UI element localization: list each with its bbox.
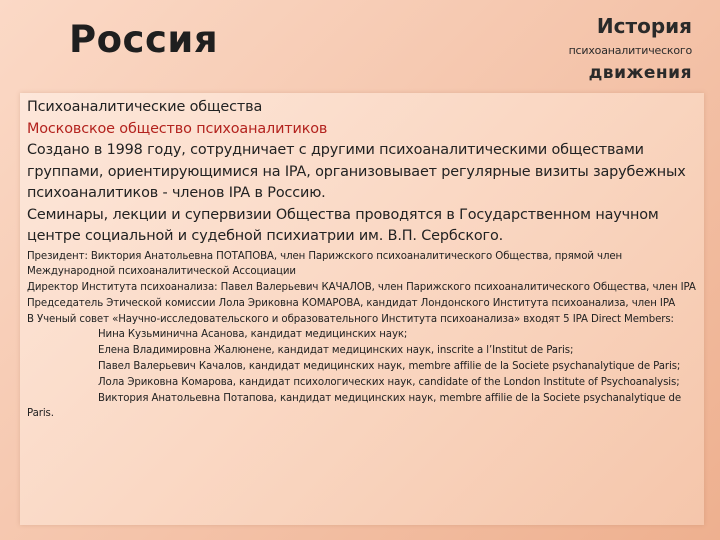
member-item: Нина Кузьминична Асанова, кандидат медицинских наук;	[98, 329, 408, 341]
member-item	[27, 375, 697, 391]
director-line: Директор Института психоанализа: Павел Валерьевич КАЧАЛОВ, член Парижского психоаналитического Общества, член IPA	[27, 282, 696, 294]
slide-body	[27, 97, 697, 422]
slide-title: Россия	[69, 18, 219, 61]
history-logo	[532, 16, 692, 82]
logo-line-3: движения	[588, 63, 692, 83]
logo-line-2: психоаналитического	[568, 44, 692, 57]
member-item: Елена Владимировна Жалюнене, кандидат медицинских наук, inscrite a l’Institut de Paris;	[98, 345, 574, 357]
member-text: Павел Валерьевич Качалов, кандидат медицинских наук, membre affilie de la Societe psychanalytique de Paris;	[98, 361, 681, 373]
section-heading: Психоаналитические общества	[27, 99, 263, 115]
logo-line-1: История	[596, 14, 692, 38]
seminars-paragraph: Семинары, лекции и супервизии Общества проводятся в Государственном научном центре социальной и судебной психиатрии им. В.П. Сербского.	[27, 206, 659, 244]
ethics-chair-line: Председатель Этической комиссии Лола Эриковна КОМАРОВА, кандидат Лондонского Института психоанализа, член IPA	[27, 297, 676, 309]
member-item	[27, 391, 697, 423]
member-text: Лола Эриковна Комарова, кандидат психологических наук, candidate of the London Institute of Psychoanalysis;	[98, 376, 680, 388]
member-text: Виктория Анатольевна Потапова, кандидат медицинских наук, membre affilie de la Societe psychanalytique de Paris.	[27, 392, 682, 420]
president-line: Президент: Виктория Анатольевна ПОТАПОВА, член Парижского психоаналитического Общества, прямой член Международной психоаналитической Ассоциации	[27, 250, 623, 278]
founding-paragraph: Создано в 1998 году, сотрудничает с другими психоаналитическими обществами группами, ориентирующимися на IPA, организовывает регулярные визиты зарубежных психоаналитиков - членов IPA в Россию.	[27, 142, 686, 201]
member-item	[27, 359, 697, 375]
society-name: Московское общество психоаналитиков	[27, 120, 328, 137]
council-intro: В Ученый совет «Научно-исследовательского и образовательного Института психоанализа» входят 5 IPA Direct Members:	[27, 313, 674, 325]
